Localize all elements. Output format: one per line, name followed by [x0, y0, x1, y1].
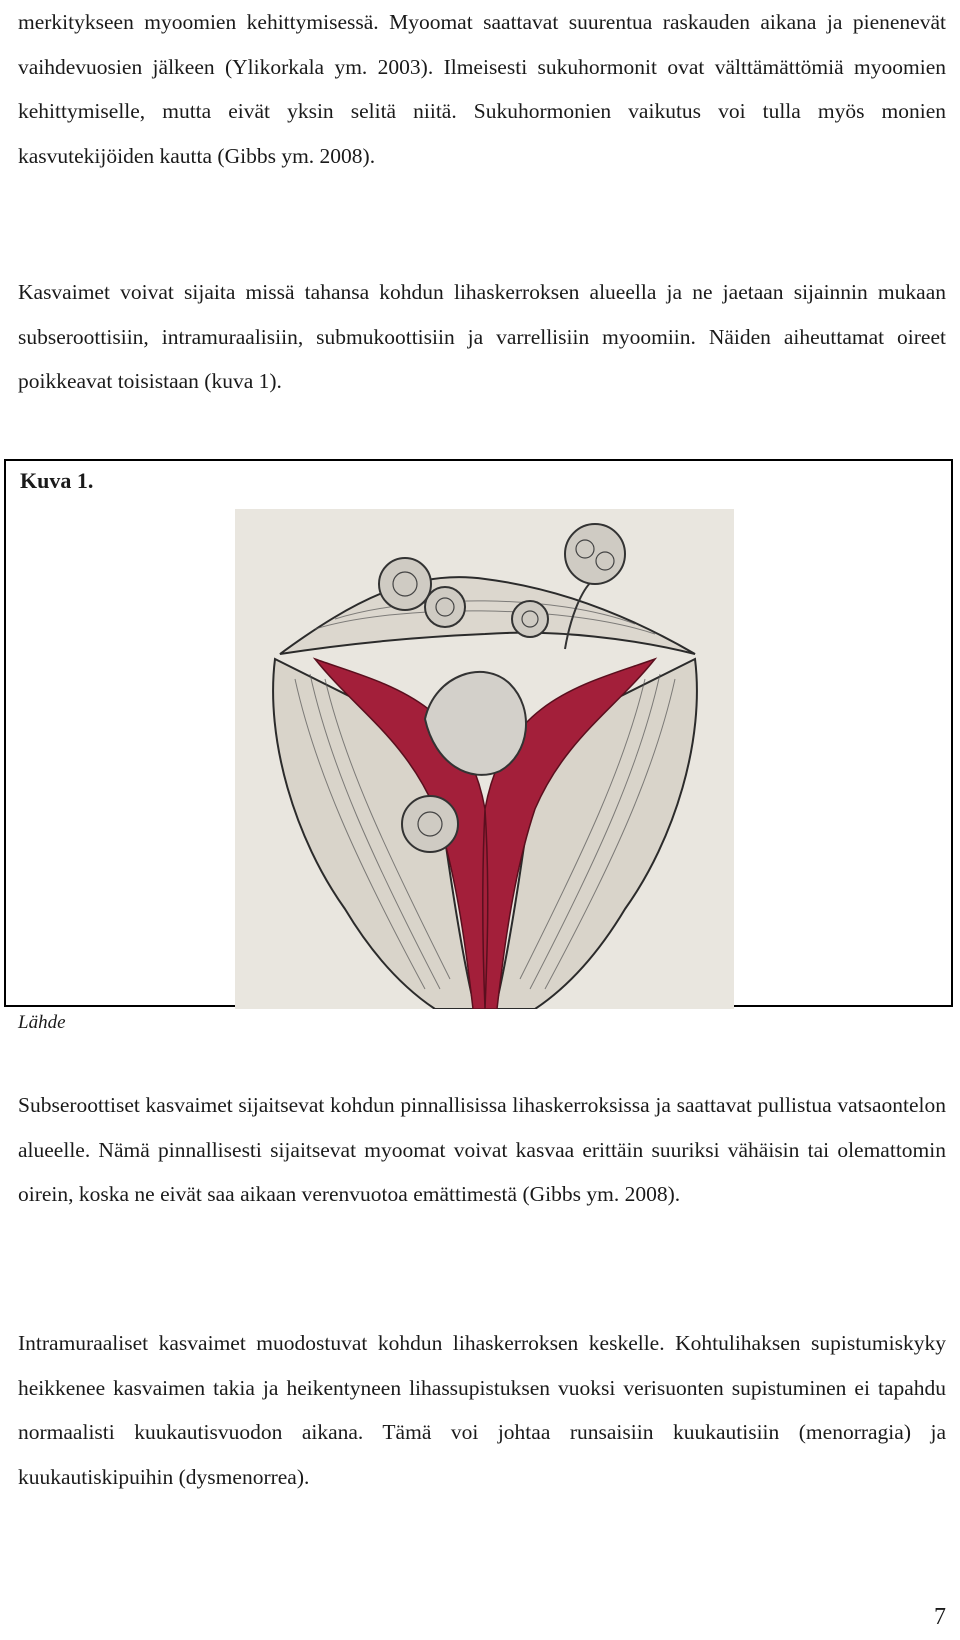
paragraph-subserosal: Subseroottiset kasvaimet sijaitsevat kohdun pinnallisissa lihaskerroksissa ja saattavat pullistua vatsaontelon alueelle. Nämä pinnallisesti sijaitsevat myoomat voivat kasvaa erittäin suuriksi vähäisin tai olemattomin oirein, koska ne eivät saa aikaan verenvuotoa emättimestä (Gibbs ym. 2008). — [18, 1093, 946, 1206]
uterus-fibroid-illustration — [235, 509, 734, 1009]
figure-title: Kuva 1. — [20, 468, 94, 493]
paragraph-locations: Kasvaimet voivat sijaita missä tahansa kohdun lihaskerroksen alueella ja ne jaetaan sijainnin mukaan subseroottisiin, intramuraalisiin, submukoottisiin ja varrellisiin myoomiin. Näiden aiheuttamat oireet poikkeavat toisistaan (kuva 1). — [18, 280, 946, 393]
paragraph-intro: merkitykseen myoomien kehittymisessä. Myoomat saattavat suurentua raskauden aikana ja pienenevät vaihdevuosien jälkeen (Ylikorkala ym. 2003). Ilmeisesti sukuhormonit ovat välttämättömiä myoomien kehittymiselle, mutta eivät yksin selitä niitä. Sukuhormonien vaikutus voi tulla myös monien kasvutekijöiden kautta (Gibbs ym. 2008). — [18, 10, 946, 168]
page-number: 7 — [934, 1604, 946, 1630]
paragraph-intramural: Intramuraaliset kasvaimet muodostuvat kohdun lihaskerroksen keskelle. Kohtulihaksen supistumiskyky heikkenee kasvaimen takia ja heikentyneen lihassupistuksen vuoksi verisuonten supistuminen ei tapahdu normaalisti kuukautisvuodon aikana. Tämä voi johtaa runsaisiin kuukautisiin (menorragia) ja kuukautiskipuihin (dysmenorrea). — [18, 1331, 946, 1489]
figure-frame — [4, 459, 953, 1007]
figure-source-label: Lähde — [18, 1012, 66, 1033]
